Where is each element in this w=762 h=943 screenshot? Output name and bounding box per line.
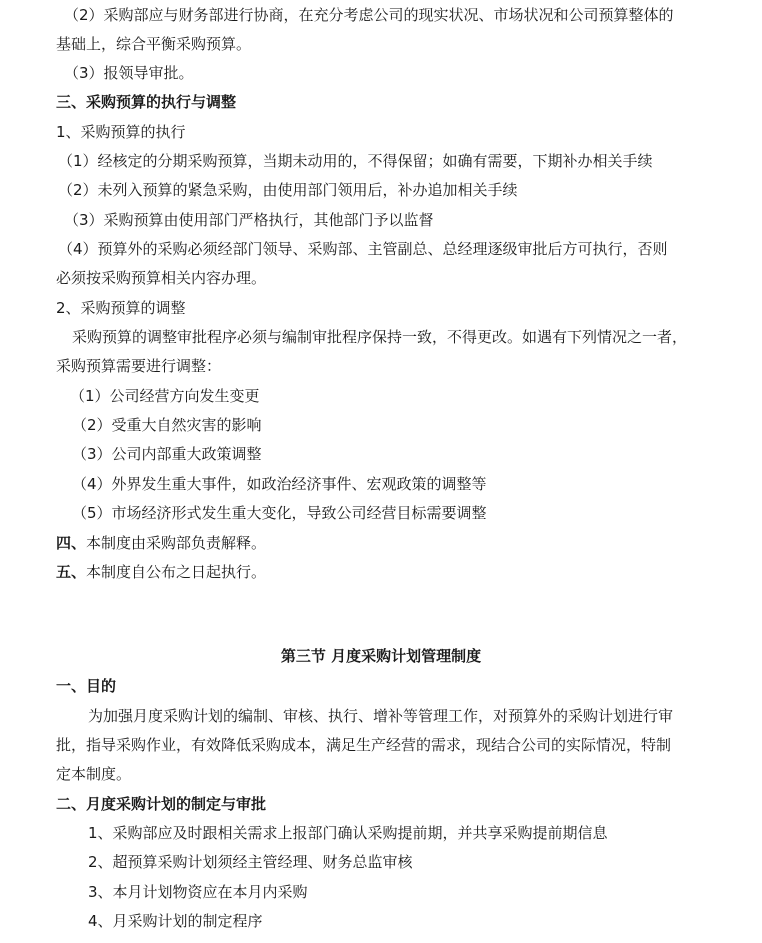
list-item: 1、采购部应及时跟相关需求上报部门确认采购提前期，并共享采购提前期信息: [88, 824, 608, 842]
list-item: （4）预算外的采购必须经部门领导、采购部、主管副总、总经理逐级审批后方可执行，否则: [58, 240, 668, 258]
list-item: （4）外界发生重大事件，如政治经济事件、宏观政策的调整等: [72, 475, 487, 493]
clause-line: [56, 533, 266, 553]
list-item: （5）市场经济形式发生重大变化，导致公司经营目标需要调整: [72, 504, 487, 522]
section-heading: 二、月度采购计划的制定与审批: [56, 795, 267, 813]
section-heading: 三、采购预算的执行与调整: [56, 93, 237, 111]
paragraph-line: （2）采购部应与财务部进行协商，在充分考虑公司的现实状况、市场状况和公司预算整体的: [64, 6, 674, 24]
paragraph-line: 批，指导采购作业，有效降低采购成本，满足生产经营的需求，现结合公司的实际情况，特制: [56, 736, 672, 754]
paragraph-line: 采购预算的调整审批程序必须与编制审批程序保持一致，不得更改。如遇有下列情况之一者，: [72, 328, 688, 346]
list-item: （1）经核定的分期采购预算，当期未动用的，不得保留；如确有需要，下期补办相关手续: [58, 152, 653, 170]
list-item: （2）受重大自然灾害的影响: [72, 416, 262, 434]
list-item: （3）采购预算由使用部门严格执行，其他部门予以监督: [64, 211, 434, 229]
clause-text: 本制度自公布之日起执行。: [86, 563, 267, 581]
subsection-heading: 2、采购预算的调整: [56, 299, 186, 317]
list-item: 4、月采购计划的制定程序: [88, 912, 263, 930]
list-item: 3、本月计划物资应在本月内采购: [88, 883, 308, 901]
clause-line: [56, 562, 266, 582]
clause-number: 五、: [56, 563, 87, 581]
paragraph-line: 基础上，综合平衡采购预算。: [56, 35, 252, 53]
list-item: （1）公司经营方向发生变更: [70, 387, 260, 405]
list-item: 2、超预算采购计划须经主管经理、财务总监审核: [88, 853, 413, 871]
clause-text: 本制度由采购部负责解释。: [86, 534, 267, 552]
subsection-heading: 1、采购预算的执行: [56, 123, 186, 141]
paragraph-line: 必须按采购预算相关内容办理。: [56, 269, 267, 287]
paragraph-line: 采购预算需要进行调整：: [56, 357, 222, 375]
clause-number: 四、: [56, 534, 87, 552]
section-title: 第三节 月度采购计划管理制度: [280, 647, 482, 665]
paragraph-line: 定本制度。: [56, 765, 132, 783]
paragraph-line: 为加强月度采购计划的编制、审核、执行、增补等管理工作，对预算外的采购计划进行审: [88, 707, 674, 725]
list-item: （2）未列入预算的紧急采购，由使用部门领用后，补办追加相关手续: [58, 181, 518, 199]
list-item: （3）报领导审批。: [64, 64, 194, 82]
section-heading: 一、目的: [56, 677, 117, 695]
list-item: （3）公司内部重大政策调整: [72, 445, 262, 463]
